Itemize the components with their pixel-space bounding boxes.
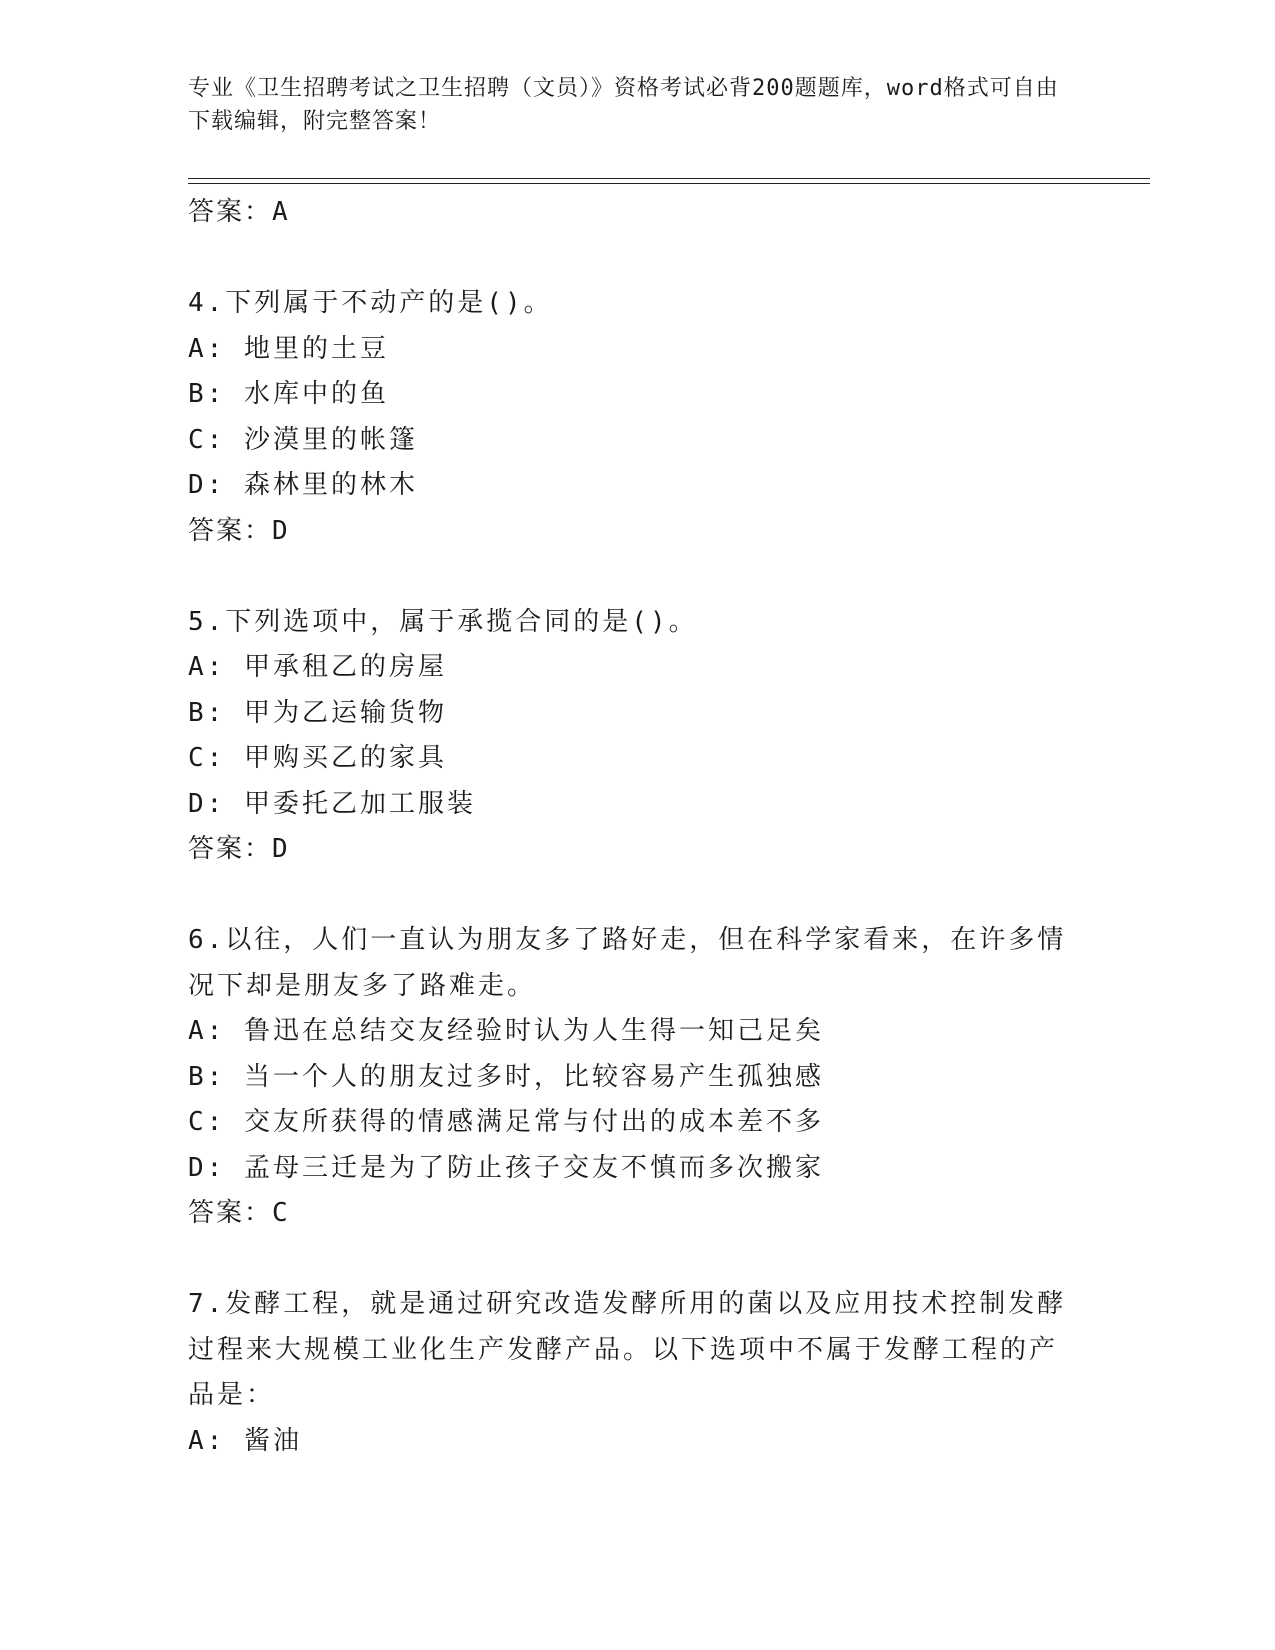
option-d: D: 孟母三迁是为了防止孩子交友不慎而多次搬家 bbox=[188, 1152, 824, 1183]
option-c: C: 沙漠里的帐篷 bbox=[188, 424, 418, 455]
option-d: D: 甲委托乙加工服装 bbox=[188, 788, 476, 819]
option-a: A: 甲承租乙的房屋 bbox=[188, 652, 447, 682]
answer: 答案：D bbox=[188, 515, 290, 546]
spacer bbox=[188, 1237, 1068, 1283]
question-stem: 7.发酵工程，就是通过研究改造发酵所用的菌以及应用技术控制发酵过程来大规模工业化生产发酵产品。以下选项中不属于发酵工程的产品是： bbox=[188, 1289, 1067, 1410]
answer: 答案：D bbox=[188, 834, 290, 864]
question-list bbox=[188, 190, 1068, 1464]
header-divider-bottom bbox=[188, 183, 1150, 184]
option-b: B: 甲为乙运输货物 bbox=[188, 697, 447, 728]
spacer bbox=[188, 236, 1068, 282]
option-b: B: 当一个人的朋友过多时，比较容易产生孤独感 bbox=[188, 1061, 824, 1092]
question-7 bbox=[188, 1282, 1068, 1464]
answer-3: 答案：A bbox=[188, 197, 290, 227]
document-header: 专业《卫生招聘考试之卫生招聘（文员）》资格考试必背200题题库，word格式可自由下载编辑，附完整答案！ bbox=[188, 76, 1059, 134]
option-a: A: 地里的土豆 bbox=[188, 333, 389, 364]
question-stem: 4.下列属于不动产的是()。 bbox=[188, 288, 553, 318]
option-c: C: 交友所获得的情感满足常与付出的成本差不多 bbox=[188, 1107, 824, 1137]
question-6 bbox=[188, 918, 1068, 1237]
option-d: D: 森林里的林木 bbox=[188, 470, 418, 500]
question-stem: 5.下列选项中，属于承揽合同的是()。 bbox=[188, 606, 698, 637]
question-5 bbox=[188, 600, 1068, 873]
option-b: B: 水库中的鱼 bbox=[188, 379, 389, 409]
question-stem: 6.以往，人们一直认为朋友多了路好走，但在科学家看来，在许多情况下却是朋友多了路难走。 bbox=[188, 925, 1067, 1001]
answer: 答案：C bbox=[188, 1198, 290, 1228]
option-a: A: 酱油 bbox=[188, 1425, 302, 1456]
question-4 bbox=[188, 281, 1068, 554]
spacer bbox=[188, 554, 1068, 600]
spacer bbox=[188, 873, 1068, 919]
option-c: C: 甲购买乙的家具 bbox=[188, 743, 447, 773]
header-divider-top bbox=[188, 178, 1150, 179]
option-a: A: 鲁迅在总结交友经验时认为人生得一知己足矣 bbox=[188, 1016, 824, 1046]
